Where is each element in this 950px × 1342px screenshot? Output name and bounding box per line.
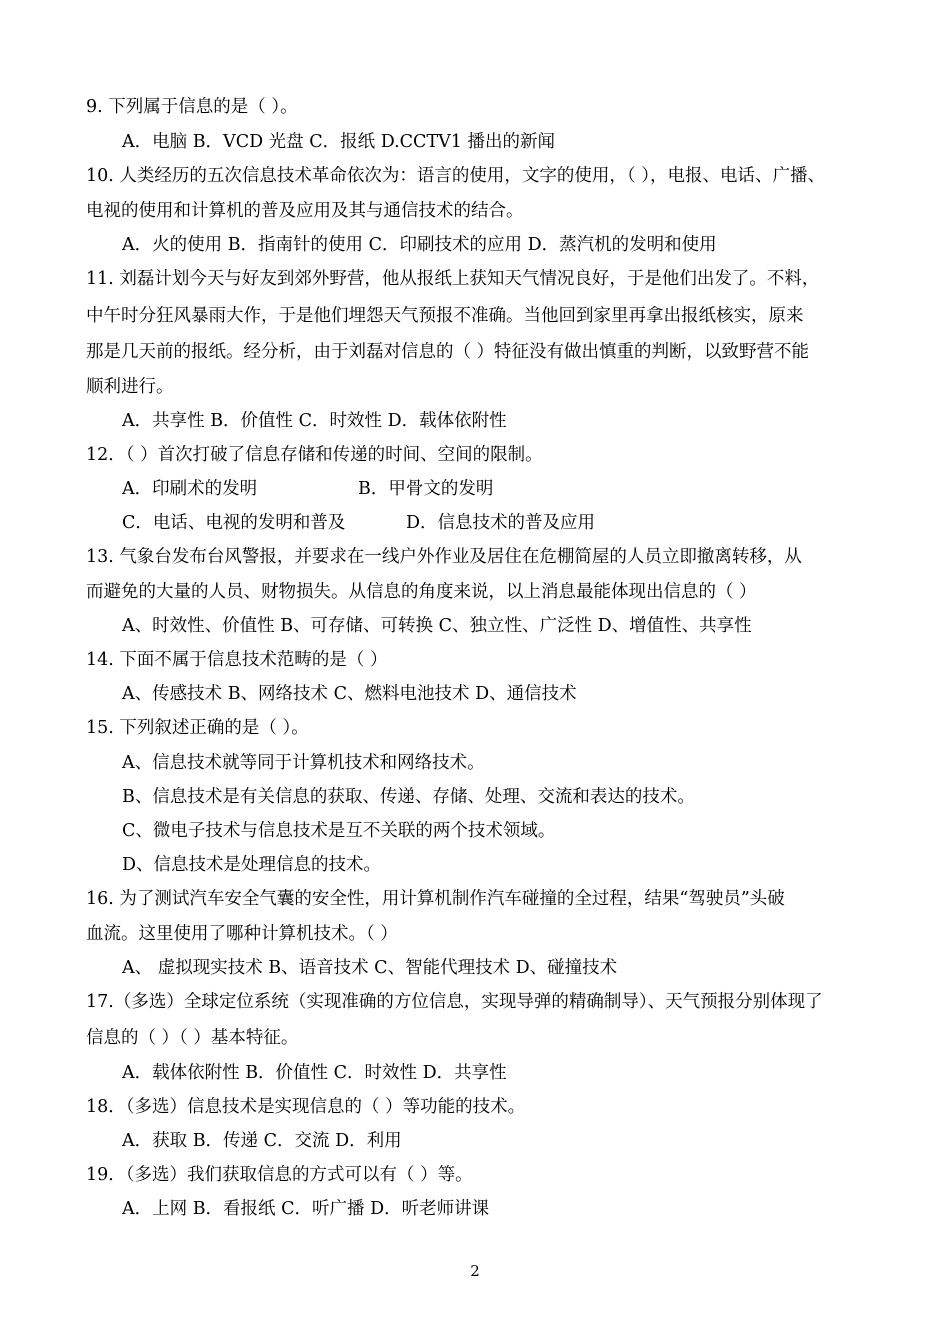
question-11-stem-line-3: 那是几天前的报纸。经分析，由于刘磊对信息的（ ）特征没有做出慎重的判断，以致野营不能: [86, 342, 810, 362]
question-15-stem: 15. 下列叙述正确的是（ ）。: [86, 718, 309, 738]
question-12-option-b: B．甲骨文的发明: [358, 479, 494, 499]
question-15-option-d: D、信息技术是处理信息的技术。: [122, 855, 382, 875]
question-17-stem-line-1: 17.（多选）全球定位系统（实现准确的方位信息，实现导弹的精确制导）、天气预报分别体现了: [86, 992, 823, 1012]
question-19-stem: 19．（多选）我们获取信息的方式可以有（ ）等。: [86, 1165, 473, 1185]
question-10-stem-line-2: 电视的使用和计算机的普及应用及其与通信技术的结合。: [86, 201, 524, 221]
question-9-options: A．电脑 B．VCD 光盘 C．报纸 D.CCTV1 播出的新闻: [122, 132, 555, 152]
question-11-stem-line-2: 中午时分狂风暴雨大作，于是他们埋怨天气预报不准确。当他回到家里再拿出报纸核实，原来: [86, 306, 804, 326]
question-10-options: A．火的使用 B．指南针的使用 C．印刷技术的应用 D．蒸汽机的发明和使用: [122, 235, 717, 255]
question-15-option-b: B、信息技术是有关信息的获取、传递、存储、处理、交流和表达的技术。: [122, 787, 695, 807]
question-14-options: A、传感技术 B、网络技术 C、燃料电池技术 D、通信技术: [122, 684, 577, 704]
question-18-options: A．获取 B．传递 C．交流 D．利用: [122, 1131, 402, 1151]
question-11-stem-line-4: 顺利进行。: [86, 377, 174, 397]
question-14-stem: 14. 下面不属于信息技术范畴的是（ ）: [86, 650, 388, 670]
question-18-stem: 18．（多选）信息技术是实现信息的（ ）等功能的技术。: [86, 1097, 526, 1117]
question-19-options: A．上网 B．看报纸 C．听广播 D．听老师讲课: [122, 1199, 490, 1219]
question-11-stem-line-1: 11. 刘磊计划今天与好友到郊外野营，他从报纸上获知天气情况良好，于是他们出发了。不料，: [86, 269, 820, 289]
question-11-options: A．共享性 B．价值性 C．时效性 D．载体依附性: [122, 411, 507, 431]
question-17-options: A．载体依附性 B．价值性 C．时效性 D．共享性: [122, 1063, 507, 1083]
question-9-stem: 9. 下列属于信息的是（ ）。: [86, 97, 298, 117]
question-13-stem-line-2: 而避免的大量的人员、财物损失。从信息的角度来说，以上消息最能体现出信息的（ ）: [86, 582, 757, 602]
question-16-stem-line-2: 血流。这里使用了哪种计算机技术。（ ）: [86, 924, 398, 944]
question-16-options: A、 虚拟现实技术 B、语音技术 C、智能代理技术 D、碰撞技术: [122, 958, 618, 978]
question-12-option-d: D．信息技术的普及应用: [406, 513, 596, 533]
question-13-stem-line-1: 13. 气象台发布台风警报，并要求在一线户外作业及居住在危棚简屋的人员立即撤离转移，从: [86, 547, 802, 567]
page-number: 2: [470, 1262, 480, 1280]
question-12-option-a: A．印刷术的发明: [122, 479, 258, 499]
question-17-stem-line-2: 信息的（ ）（ ）基本特征。: [86, 1028, 299, 1048]
question-15-option-c: C、微电子技术与信息技术是互不关联的两个技术领域。: [122, 821, 556, 841]
question-12-stem: 12．（ ）首次打破了信息存储和传递的时间、空间的限制。: [86, 445, 543, 465]
question-12-option-c: C．电话、电视的发明和普及: [122, 513, 346, 533]
question-16-stem-line-1: 16. 为了测试汽车安全气囊的安全性，用计算机制作汽车碰撞的全过程，结果“驾驶员”头破: [86, 889, 785, 909]
question-13-options: A、时效性、价值性 B、可存储、可转换 C、独立性、广泛性 D、增值性、共享性: [122, 616, 752, 636]
question-10-stem-line-1: 10. 人类经历的五次信息技术革命依次为：语言的使用，文字的使用，（ ），电报、电话、广播、: [86, 166, 825, 186]
question-15-option-a: A、信息技术就等同于计算机技术和网络技术。: [122, 753, 485, 773]
